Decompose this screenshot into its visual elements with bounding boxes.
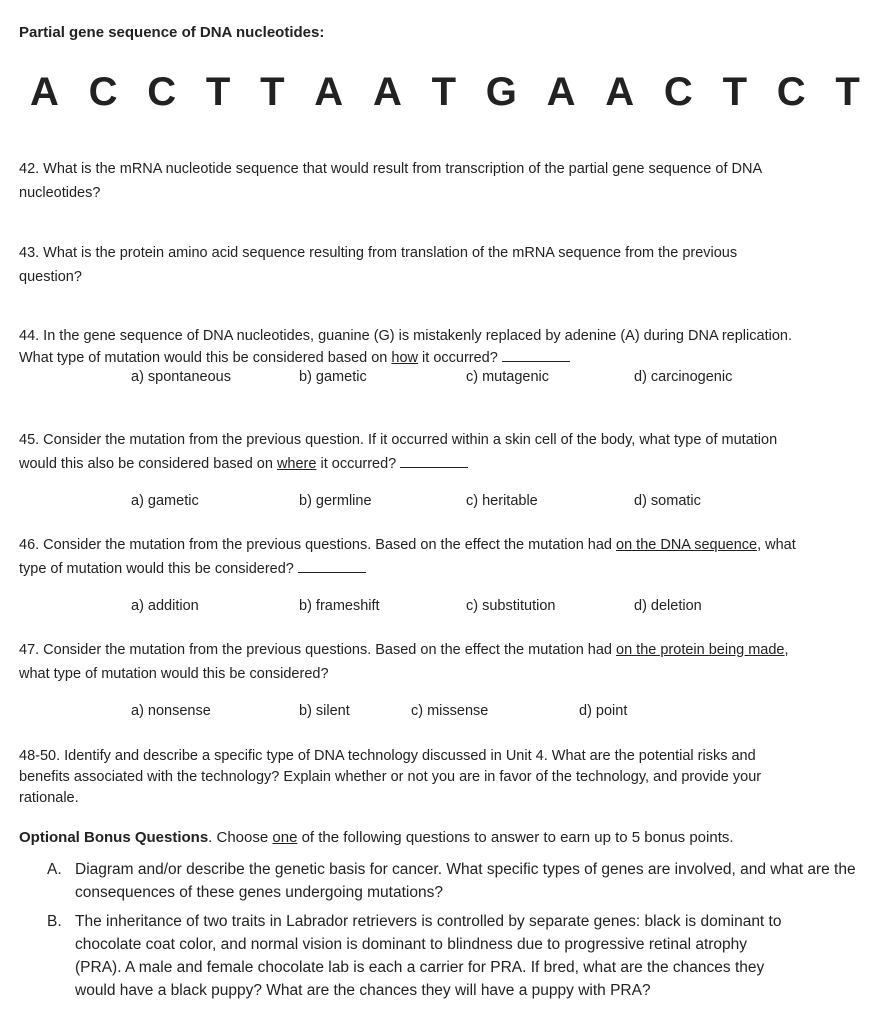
nucleotide: A (314, 70, 344, 114)
answer-blank[interactable] (298, 558, 366, 573)
question-45 (19, 428, 777, 476)
bonus-label: Optional Bonus Questions (19, 829, 209, 846)
page-title: Partial gene sequence of DNA nucleotides: (19, 24, 325, 41)
answer-blank[interactable] (400, 453, 468, 468)
answer-blank[interactable] (502, 347, 570, 362)
question-45-line2: would this also be considered based on where it occurred? (19, 452, 777, 476)
dna-sequence (30, 70, 860, 115)
nucleotide: A (30, 70, 59, 114)
nucleotide: C (147, 70, 177, 114)
option: d) point (579, 703, 628, 719)
nucleotide: G (485, 70, 517, 114)
option: c) substitution (466, 598, 556, 614)
option: b) silent (299, 703, 350, 719)
bonus-item-line: would have a black puppy? What are the chances they will have a puppy with PRA? (75, 982, 651, 999)
option: b) gametic (299, 369, 367, 385)
question-43-line2: question? (19, 269, 82, 285)
bonus-item-line: chocolate coat color, and normal vision is dominant to blindness due to progressive retinal atrophy (75, 936, 748, 953)
nucleotide: T (205, 70, 231, 114)
option: b) germline (299, 493, 372, 509)
option: d) carcinogenic (634, 369, 733, 385)
question-47-line2: what type of mutation would this be considered? (19, 666, 329, 682)
question-47 (19, 638, 789, 686)
nucleotide: A (546, 70, 576, 114)
question-44-line2: What type of mutation would this be considered based on how it occurred? (19, 347, 792, 369)
question-44-line1: 44. In the gene sequence of DNA nucleotides, guanine (G) is mistakenly replaced by adenine (A) during DNA replication. (19, 328, 792, 344)
bonus-intro: Optional Bonus Questions. Choose one of the following questions to answer to earn up to 5 bonus points. (19, 829, 734, 846)
option: a) addition (131, 598, 199, 614)
nucleotide: T (835, 70, 860, 114)
question-46 (19, 533, 796, 581)
option: c) mutagenic (466, 369, 550, 385)
nucleotide: T (431, 70, 457, 114)
option: c) heritable (466, 493, 538, 509)
nucleotide: A (372, 70, 402, 114)
question-48-line3: rationale. (19, 790, 79, 806)
option: a) gametic (131, 493, 199, 509)
nucleotide: A (605, 70, 635, 114)
bonus-item-line: The inheritance of two traits in Labrador retrievers is controlled by separate genes: black is dominant to (75, 913, 782, 930)
option: d) somatic (634, 493, 701, 509)
question-43-line1: 43. What is the protein amino acid sequence resulting from translation of the mRNA sequence from the previous (19, 245, 738, 261)
option: c) missense (411, 703, 489, 719)
question-48-line1: 48-50. Identify and describe a specific type of DNA technology discussed in Unit 4. What are the potential risks and (19, 748, 756, 764)
nucleotide: C (663, 70, 693, 114)
option: a) nonsense (131, 703, 211, 719)
question-42-line1: 42. What is the mRNA nucleotide sequence that would result from transcription of the partial gene sequence of DNA (19, 161, 763, 177)
nucleotide: T (260, 70, 285, 114)
question-45-line1: 45. Consider the mutation from the previous question. If it occurred within a skin cell of the body, what type of mutation (19, 432, 778, 448)
question-44 (19, 326, 792, 369)
bonus-item-line: Diagram and/or describe the genetic basis for cancer. What specific types of genes are involved, and what are the (75, 861, 856, 878)
bonus-item-line: consequences of these genes undergoing mutations? (75, 884, 443, 901)
option: a) spontaneous (131, 369, 231, 385)
question-46-line2: type of mutation would this be considered? (19, 557, 796, 581)
question-43 (19, 241, 737, 289)
nucleotide: T (722, 70, 747, 114)
option: d) deletion (634, 598, 702, 614)
question-47-line1: 47. Consider the mutation from the previous questions. Based on the effect the mutation had on the protein being made, (19, 642, 789, 658)
nucleotide: C (88, 70, 118, 114)
question-48-line2: benefits associated with the technology? Explain whether or not you are in favor of the technology, and provide your (19, 769, 762, 785)
question-42-line2: nucleotides? (19, 185, 101, 201)
question-42 (19, 157, 762, 205)
bonus-item-line: (PRA). A male and female chocolate lab is each a carrier for PRA. If bred, what are the chances they (75, 959, 765, 976)
list-marker: B. (47, 913, 62, 930)
bonus-item-b (47, 910, 782, 1002)
bonus-item-a (47, 858, 856, 904)
option: b) frameshift (299, 598, 380, 614)
list-marker: A. (47, 861, 62, 878)
nucleotide: C (776, 70, 806, 114)
question-46-line1: 46. Consider the mutation from the previous questions. Based on the effect the mutation had on the DNA sequence, what (19, 537, 796, 553)
question-48-50 (19, 746, 761, 809)
